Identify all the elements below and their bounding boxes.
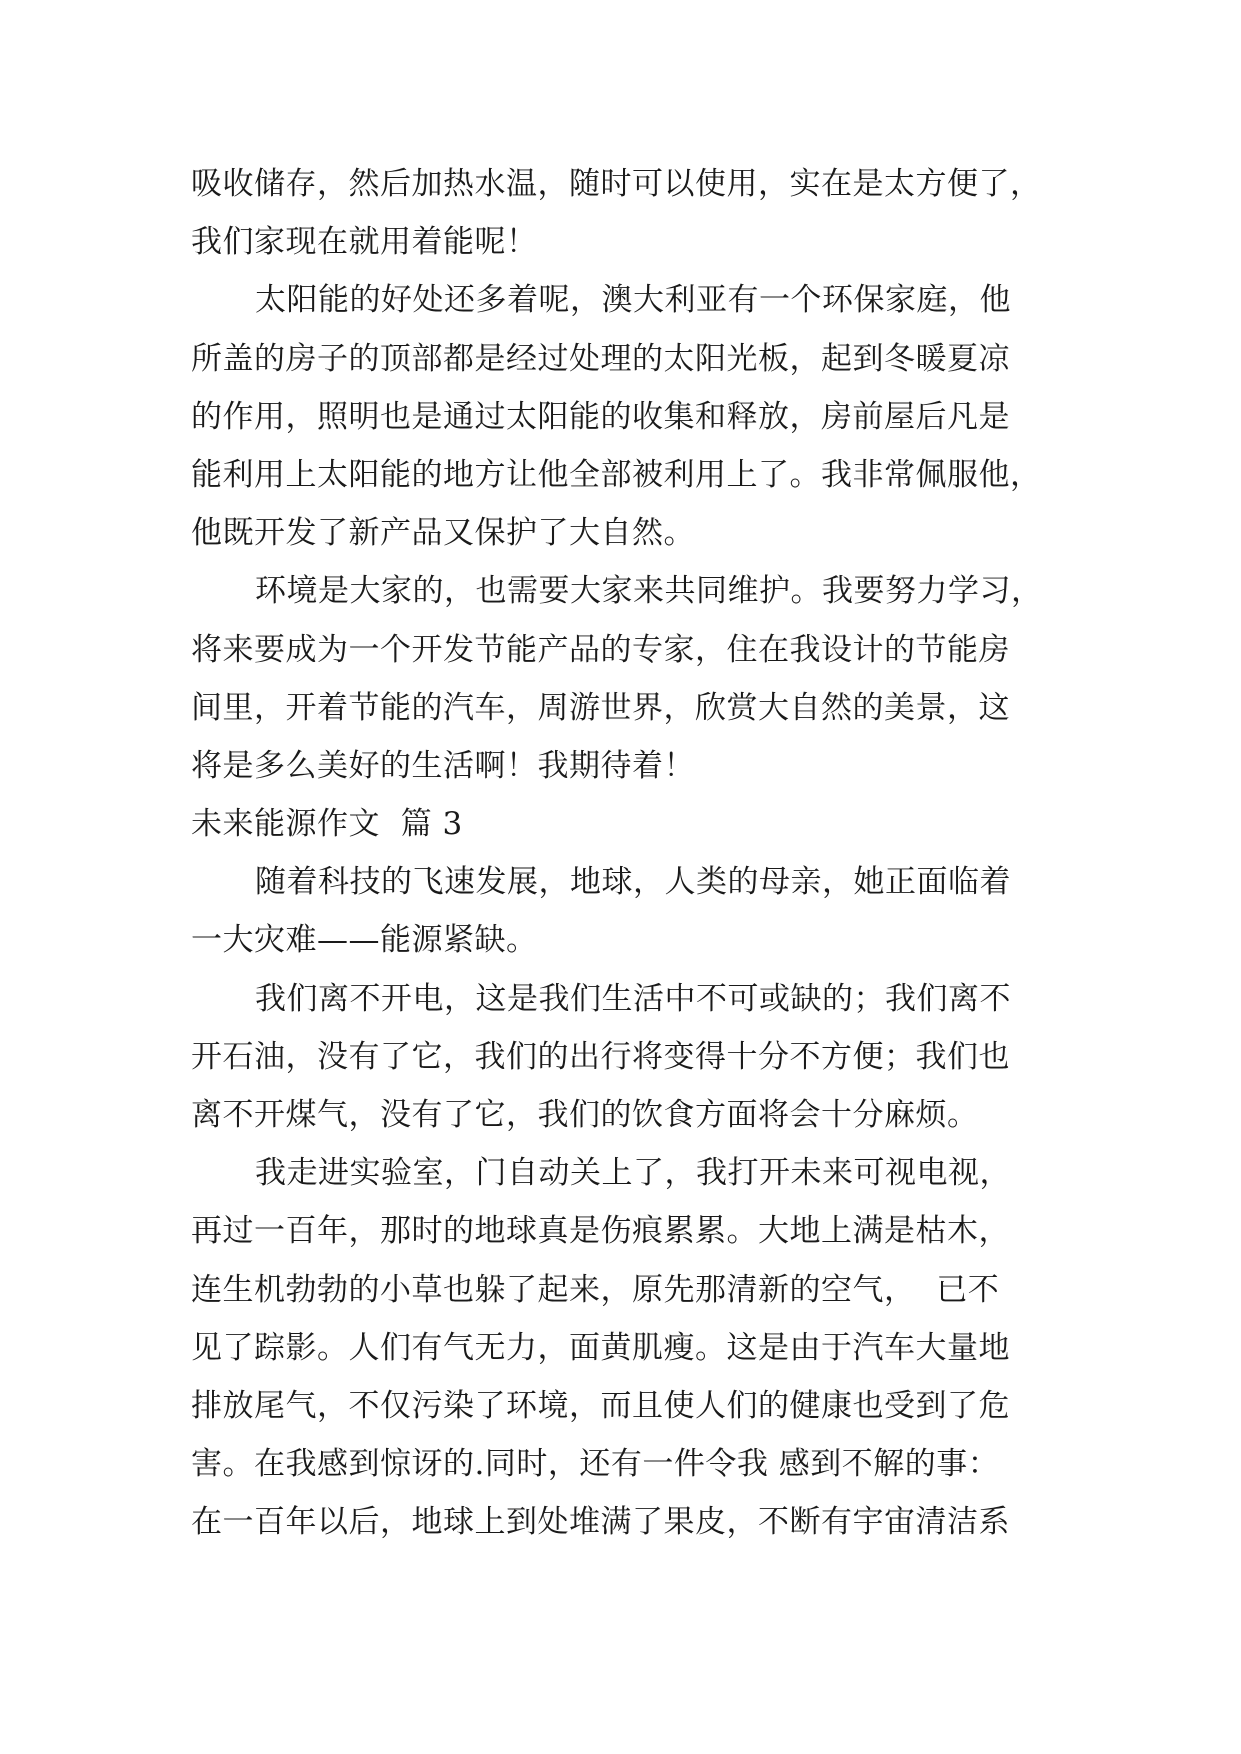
paragraph-start-line: 太阳能的好处还多着呢，澳大利亚有一个环保家庭，他 [255,282,1011,319]
text-line: 吸收储存，然后加热水温，随时可以使用，实在是太方便了， [191,166,1042,202]
text-line: 开石油，没有了它，我们的出行将变得十分不方便；我们也 [191,1038,1010,1075]
text-line: 他既开发了新产品又保护了大自然。 [191,515,695,552]
text-line: 害。在我感到惊讶的.同时，还有一件令我 感到不解的事： [191,1446,1000,1483]
paragraph-start-line: 我走进实验室，门自动关上了，我打开未来可视电视， [255,1155,1011,1192]
paragraph-start-line: 环境是大家的，也需要大家来共同维护。我要努力学习， [255,573,1043,610]
text-line: 一大灾难——能源紧缺。 [191,922,538,959]
section-heading: 未来能源作文 篇 3 [191,806,463,843]
paragraph-start-line: 我们离不开电，这是我们生活中不可或缺的；我们离不 [255,980,1011,1017]
text-line: 能利用上太阳能的地方让他全部被利用上了。我非常佩服他， [191,456,1042,493]
text-line: 再过一百年，那时的地球真是伤痕累累。大地上满是枯木， [191,1213,1010,1250]
document-body [191,155,1071,1552]
text-line: 排放尾气，不仅污染了环境，而且使人们的健康也受到了危 [191,1387,1010,1424]
text-line: 间里，开着节能的汽车，周游世界，欣赏大自然的美景，这 [191,689,1010,726]
text-line: 的作用，照明也是通过太阳能的收集和释放，房前屋后凡是 [191,398,1010,435]
text-line: 将来要成为一个开发节能产品的专家，住在我设计的节能房 [191,631,1010,668]
text-line: 连生机勃勃的小草也躲了起来，原先那清新的空气， 已不 [191,1271,1000,1308]
text-line: 所盖的房子的顶部都是经过处理的太阳光板，起到冬暖夏凉 [191,340,1010,377]
text-line: 我们家现在就用着能呢！ [191,224,538,261]
text-line: 将是多么美好的生活啊！我期待着！ [191,747,695,784]
paragraph-start-line: 随着科技的飞速发展，地球，人类的母亲，她正面临着 [255,864,1011,901]
text-line: 在一百年以后，地球上到处堆满了果皮，不断有宇宙清洁系 [191,1504,1010,1541]
text-line: 见了踪影。人们有气无力，面黄肌瘦。这是由于汽车大量地 [191,1329,1010,1366]
text-line: 离不开煤气，没有了它，我们的饮食方面将会十分麻烦。 [191,1097,979,1133]
